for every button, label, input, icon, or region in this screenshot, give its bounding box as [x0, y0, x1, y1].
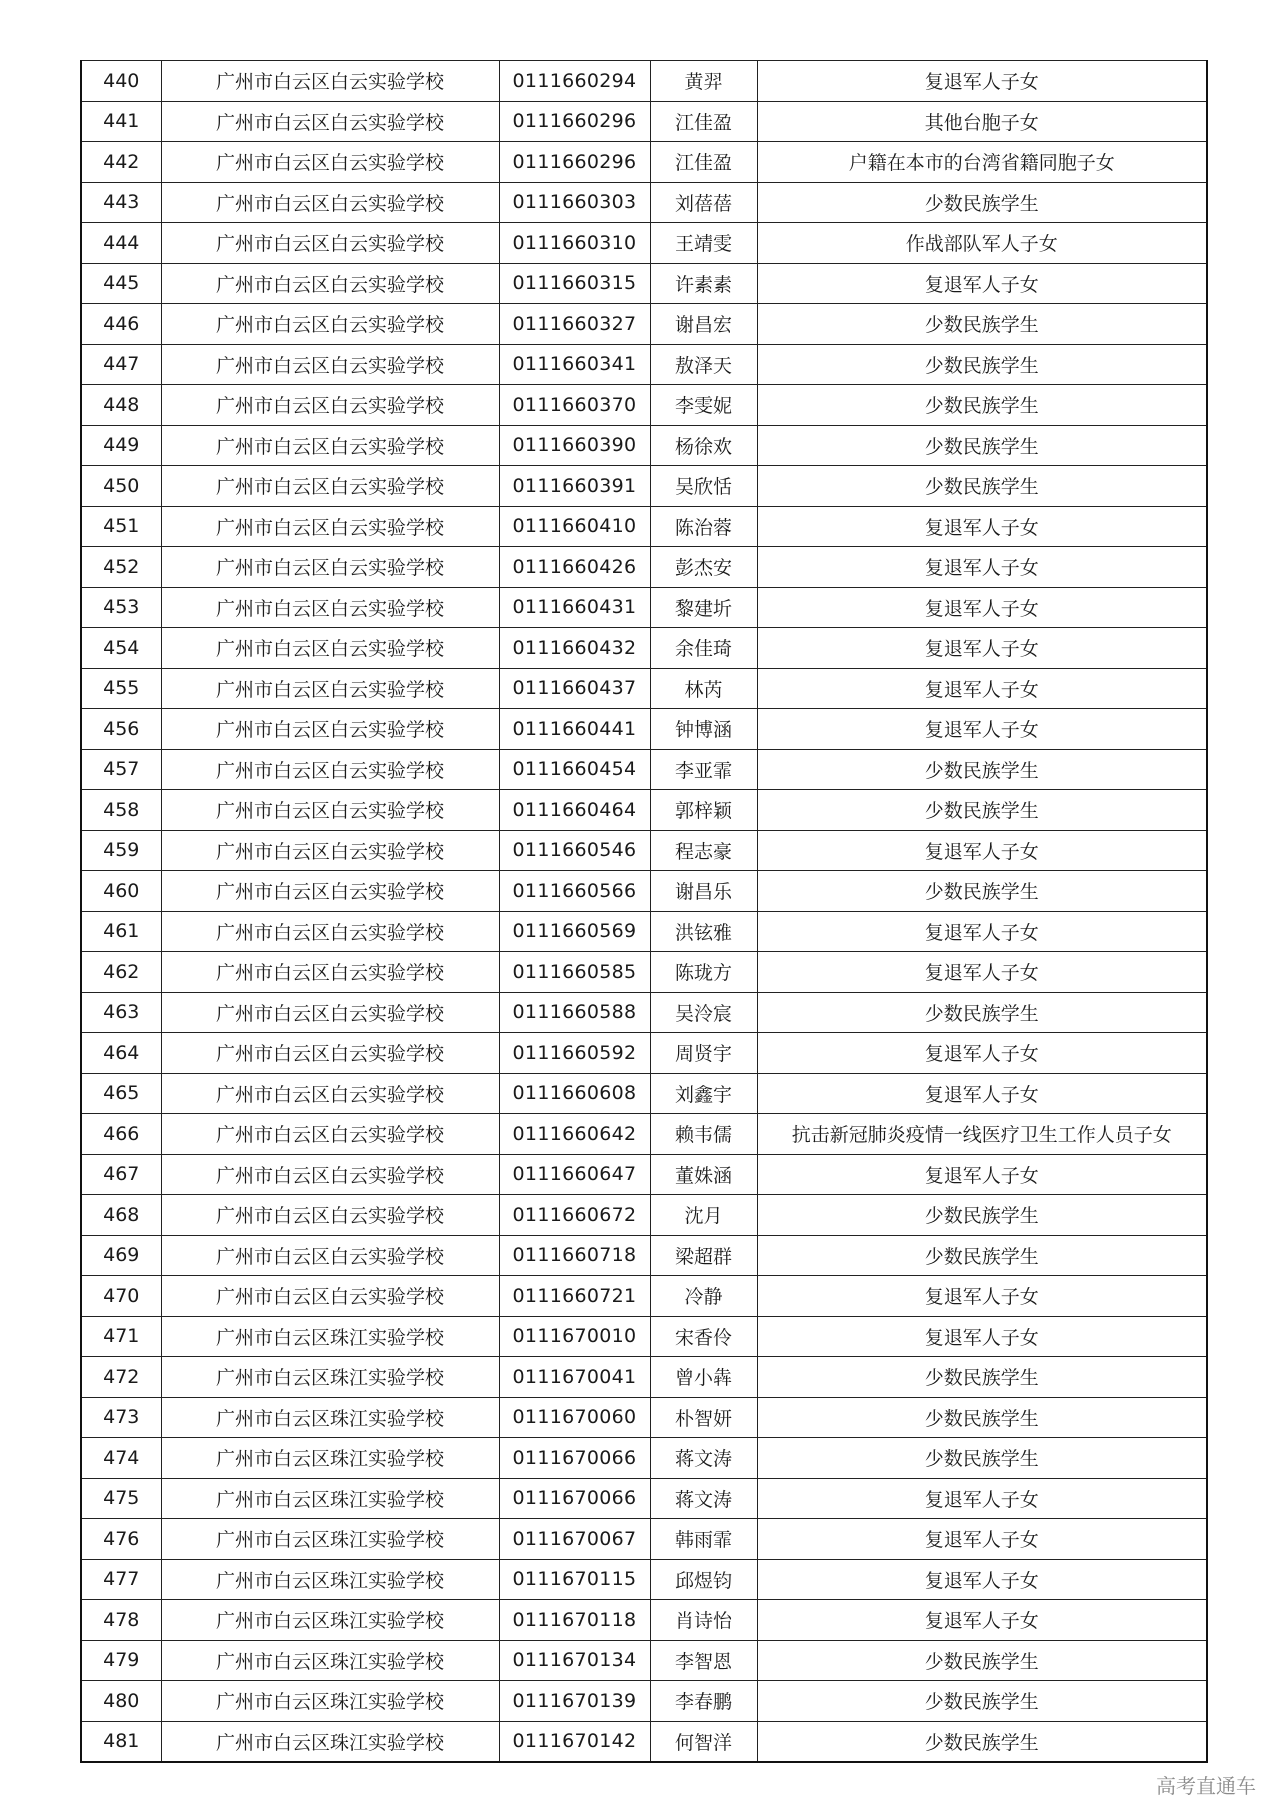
school-cell: 广州市白云区珠江实验学校 — [161, 1600, 499, 1641]
row-number-cell: 478 — [81, 1600, 161, 1641]
student-name-cell: 杨徐欢 — [650, 425, 757, 466]
category-cell: 复退军人子女 — [757, 1073, 1207, 1114]
table-row — [81, 1033, 1207, 1074]
table-row — [81, 1357, 1207, 1398]
school-cell: 广州市白云区白云实验学校 — [161, 142, 499, 183]
student-name-cell: 吴欣恬 — [650, 466, 757, 507]
student-id-cell: 0111670118 — [499, 1600, 650, 1641]
student-id-cell: 0111670067 — [499, 1519, 650, 1560]
student-name-cell: 周贤宇 — [650, 1033, 757, 1074]
row-number-cell: 450 — [81, 466, 161, 507]
school-cell: 广州市白云区白云实验学校 — [161, 587, 499, 628]
table-row — [81, 142, 1207, 183]
student-id-cell: 0111660464 — [499, 790, 650, 831]
table-row — [81, 911, 1207, 952]
student-id-cell: 0111660410 — [499, 506, 650, 547]
table-row — [81, 1640, 1207, 1681]
row-number-cell: 463 — [81, 992, 161, 1033]
table-row — [81, 1195, 1207, 1236]
student-id-cell: 0111660294 — [499, 61, 650, 102]
table-row — [81, 1073, 1207, 1114]
student-name-cell: 郭梓颖 — [650, 790, 757, 831]
student-name-cell: 江佳盈 — [650, 142, 757, 183]
category-cell: 户籍在本市的台湾省籍同胞子女 — [757, 142, 1207, 183]
student-id-cell: 0111660437 — [499, 668, 650, 709]
school-cell: 广州市白云区白云实验学校 — [161, 830, 499, 871]
school-cell: 广州市白云区白云实验学校 — [161, 1033, 499, 1074]
row-number-cell: 462 — [81, 952, 161, 993]
school-cell: 广州市白云区白云实验学校 — [161, 749, 499, 790]
table-row — [81, 344, 1207, 385]
category-cell: 复退军人子女 — [757, 1519, 1207, 1560]
table-row — [81, 628, 1207, 669]
row-number-cell: 454 — [81, 628, 161, 669]
table-row — [81, 1114, 1207, 1155]
school-cell: 广州市白云区珠江实验学校 — [161, 1640, 499, 1681]
category-cell: 复退军人子女 — [757, 1033, 1207, 1074]
student-id-cell: 0111660647 — [499, 1154, 650, 1195]
school-cell: 广州市白云区珠江实验学校 — [161, 1721, 499, 1762]
student-id-cell: 0111660608 — [499, 1073, 650, 1114]
student-id-cell: 0111670041 — [499, 1357, 650, 1398]
category-cell: 少数民族学生 — [757, 304, 1207, 345]
student-name-cell: 敖泽天 — [650, 344, 757, 385]
table-row — [81, 304, 1207, 345]
student-id-cell: 0111660296 — [499, 101, 650, 142]
student-name-cell: 蒋文涛 — [650, 1438, 757, 1479]
school-cell: 广州市白云区白云实验学校 — [161, 466, 499, 507]
table-row — [81, 709, 1207, 750]
row-number-cell: 470 — [81, 1276, 161, 1317]
row-number-cell: 468 — [81, 1195, 161, 1236]
category-cell: 其他台胞子女 — [757, 101, 1207, 142]
row-number-cell: 448 — [81, 385, 161, 426]
table-row — [81, 1559, 1207, 1600]
row-number-cell: 441 — [81, 101, 161, 142]
category-cell: 复退军人子女 — [757, 1559, 1207, 1600]
table-row — [81, 790, 1207, 831]
student-id-cell: 0111660431 — [499, 587, 650, 628]
row-number-cell: 453 — [81, 587, 161, 628]
row-number-cell: 440 — [81, 61, 161, 102]
student-name-cell: 林芮 — [650, 668, 757, 709]
student-name-cell: 董姝涵 — [650, 1154, 757, 1195]
category-cell: 少数民族学生 — [757, 466, 1207, 507]
category-cell: 复退军人子女 — [757, 1316, 1207, 1357]
table-row — [81, 1600, 1207, 1641]
table-row — [81, 1721, 1207, 1762]
school-cell: 广州市白云区白云实验学校 — [161, 547, 499, 588]
table-row — [81, 385, 1207, 426]
student-name-cell: 李春鹏 — [650, 1681, 757, 1722]
row-number-cell: 443 — [81, 182, 161, 223]
school-cell: 广州市白云区白云实验学校 — [161, 101, 499, 142]
table-row — [81, 1438, 1207, 1479]
category-cell: 抗击新冠肺炎疫情一线医疗卫生工作人员子女 — [757, 1114, 1207, 1155]
student-name-cell: 宋香伶 — [650, 1316, 757, 1357]
table-row — [81, 547, 1207, 588]
table-row — [81, 425, 1207, 466]
row-number-cell: 477 — [81, 1559, 161, 1600]
row-number-cell: 464 — [81, 1033, 161, 1074]
category-cell: 少数民族学生 — [757, 1681, 1207, 1722]
student-name-cell: 何智洋 — [650, 1721, 757, 1762]
student-name-cell: 梁超群 — [650, 1235, 757, 1276]
student-name-cell: 蒋文涛 — [650, 1478, 757, 1519]
table-row — [81, 871, 1207, 912]
row-number-cell: 460 — [81, 871, 161, 912]
category-cell: 复退军人子女 — [757, 1478, 1207, 1519]
student-id-cell: 0111660672 — [499, 1195, 650, 1236]
row-number-cell: 480 — [81, 1681, 161, 1722]
student-id-cell: 0111660426 — [499, 547, 650, 588]
school-cell: 广州市白云区珠江实验学校 — [161, 1519, 499, 1560]
student-id-cell: 0111660566 — [499, 871, 650, 912]
document-table-container — [80, 60, 1206, 1763]
table-row — [81, 182, 1207, 223]
category-cell: 复退军人子女 — [757, 1600, 1207, 1641]
row-number-cell: 452 — [81, 547, 161, 588]
category-cell: 复退军人子女 — [757, 830, 1207, 871]
student-id-cell: 0111670066 — [499, 1438, 650, 1479]
category-cell: 少数民族学生 — [757, 1235, 1207, 1276]
table-row — [81, 1519, 1207, 1560]
row-number-cell: 445 — [81, 263, 161, 304]
student-name-cell: 刘蓓蓓 — [650, 182, 757, 223]
school-cell: 广州市白云区珠江实验学校 — [161, 1397, 499, 1438]
category-cell: 复退军人子女 — [757, 668, 1207, 709]
school-cell: 广州市白云区白云实验学校 — [161, 1154, 499, 1195]
school-cell: 广州市白云区珠江实验学校 — [161, 1438, 499, 1479]
student-name-cell: 李亚霏 — [650, 749, 757, 790]
student-id-cell: 0111660441 — [499, 709, 650, 750]
student-name-cell: 江佳盈 — [650, 101, 757, 142]
school-cell: 广州市白云区白云实验学校 — [161, 911, 499, 952]
table-row — [81, 1397, 1207, 1438]
student-name-cell: 吴泠宸 — [650, 992, 757, 1033]
row-number-cell: 444 — [81, 223, 161, 264]
student-name-cell: 许素素 — [650, 263, 757, 304]
category-cell: 复退军人子女 — [757, 1154, 1207, 1195]
category-cell: 复退军人子女 — [757, 587, 1207, 628]
student-name-cell: 谢昌乐 — [650, 871, 757, 912]
school-cell: 广州市白云区白云实验学校 — [161, 223, 499, 264]
student-name-cell: 李雯妮 — [650, 385, 757, 426]
row-number-cell: 465 — [81, 1073, 161, 1114]
student-id-cell: 0111660391 — [499, 466, 650, 507]
student-id-cell: 0111660546 — [499, 830, 650, 871]
table-row — [81, 1478, 1207, 1519]
category-cell: 少数民族学生 — [757, 425, 1207, 466]
student-name-cell: 沈月 — [650, 1195, 757, 1236]
category-cell: 复退军人子女 — [757, 61, 1207, 102]
row-number-cell: 456 — [81, 709, 161, 750]
student-id-cell: 0111660310 — [499, 223, 650, 264]
category-cell: 作战部队军人子女 — [757, 223, 1207, 264]
category-cell: 复退军人子女 — [757, 911, 1207, 952]
category-cell: 复退军人子女 — [757, 263, 1207, 304]
admissions-list-table — [80, 60, 1208, 1763]
student-name-cell: 邱煜钧 — [650, 1559, 757, 1600]
school-cell: 广州市白云区白云实验学校 — [161, 992, 499, 1033]
student-id-cell: 0111660569 — [499, 911, 650, 952]
table-row — [81, 263, 1207, 304]
student-id-cell: 0111660718 — [499, 1235, 650, 1276]
school-cell: 广州市白云区白云实验学校 — [161, 871, 499, 912]
table-row — [81, 1681, 1207, 1722]
school-cell: 广州市白云区珠江实验学校 — [161, 1357, 499, 1398]
school-cell: 广州市白云区白云实验学校 — [161, 1276, 499, 1317]
table-row — [81, 1276, 1207, 1317]
student-name-cell: 洪铉雅 — [650, 911, 757, 952]
table-row — [81, 223, 1207, 264]
student-id-cell: 0111660370 — [499, 385, 650, 426]
school-cell: 广州市白云区白云实验学校 — [161, 709, 499, 750]
table-row — [81, 992, 1207, 1033]
table-row — [81, 506, 1207, 547]
school-cell: 广州市白云区白云实验学校 — [161, 1073, 499, 1114]
table-row — [81, 830, 1207, 871]
school-cell: 广州市白云区白云实验学校 — [161, 506, 499, 547]
student-id-cell: 0111670134 — [499, 1640, 650, 1681]
student-id-cell: 0111660721 — [499, 1276, 650, 1317]
student-id-cell: 0111670010 — [499, 1316, 650, 1357]
category-cell: 少数民族学生 — [757, 790, 1207, 831]
category-cell: 少数民族学生 — [757, 385, 1207, 426]
table-row — [81, 101, 1207, 142]
table-body — [81, 61, 1207, 1763]
category-cell: 少数民族学生 — [757, 871, 1207, 912]
row-number-cell: 476 — [81, 1519, 161, 1560]
student-id-cell: 0111660642 — [499, 1114, 650, 1155]
table-row — [81, 1316, 1207, 1357]
student-name-cell: 朴智妍 — [650, 1397, 757, 1438]
student-name-cell: 赖韦儒 — [650, 1114, 757, 1155]
category-cell: 少数民族学生 — [757, 344, 1207, 385]
category-cell: 少数民族学生 — [757, 182, 1207, 223]
table-row — [81, 749, 1207, 790]
school-cell: 广州市白云区白云实验学校 — [161, 344, 499, 385]
row-number-cell: 474 — [81, 1438, 161, 1479]
row-number-cell: 472 — [81, 1357, 161, 1398]
student-id-cell: 0111670142 — [499, 1721, 650, 1762]
row-number-cell: 467 — [81, 1154, 161, 1195]
student-name-cell: 韩雨霏 — [650, 1519, 757, 1560]
school-cell: 广州市白云区珠江实验学校 — [161, 1681, 499, 1722]
student-name-cell: 陈治蓉 — [650, 506, 757, 547]
student-name-cell: 陈珑方 — [650, 952, 757, 993]
student-id-cell: 0111670139 — [499, 1681, 650, 1722]
school-cell: 广州市白云区白云实验学校 — [161, 790, 499, 831]
category-cell: 复退军人子女 — [757, 506, 1207, 547]
category-cell: 少数民族学生 — [757, 1357, 1207, 1398]
student-id-cell: 0111660454 — [499, 749, 650, 790]
row-number-cell: 473 — [81, 1397, 161, 1438]
row-number-cell: 457 — [81, 749, 161, 790]
student-name-cell: 肖诗怡 — [650, 1600, 757, 1641]
row-number-cell: 458 — [81, 790, 161, 831]
student-name-cell: 程志豪 — [650, 830, 757, 871]
student-id-cell: 0111660327 — [499, 304, 650, 345]
category-cell: 少数民族学生 — [757, 749, 1207, 790]
school-cell: 广州市白云区白云实验学校 — [161, 1235, 499, 1276]
student-name-cell: 冷静 — [650, 1276, 757, 1317]
row-number-cell: 461 — [81, 911, 161, 952]
school-cell: 广州市白云区白云实验学校 — [161, 304, 499, 345]
student-id-cell: 0111660296 — [499, 142, 650, 183]
row-number-cell: 466 — [81, 1114, 161, 1155]
student-id-cell: 0111660588 — [499, 992, 650, 1033]
student-id-cell: 0111660592 — [499, 1033, 650, 1074]
table-row — [81, 668, 1207, 709]
student-name-cell: 谢昌宏 — [650, 304, 757, 345]
category-cell: 少数民族学生 — [757, 1438, 1207, 1479]
category-cell: 复退军人子女 — [757, 952, 1207, 993]
row-number-cell: 479 — [81, 1640, 161, 1681]
school-cell: 广州市白云区白云实验学校 — [161, 263, 499, 304]
student-name-cell: 钟博涵 — [650, 709, 757, 750]
school-cell: 广州市白云区白云实验学校 — [161, 61, 499, 102]
school-cell: 广州市白云区珠江实验学校 — [161, 1316, 499, 1357]
student-id-cell: 0111660390 — [499, 425, 650, 466]
category-cell: 少数民族学生 — [757, 992, 1207, 1033]
school-cell: 广州市白云区珠江实验学校 — [161, 1478, 499, 1519]
student-name-cell: 彭杰安 — [650, 547, 757, 588]
school-cell: 广州市白云区白云实验学校 — [161, 385, 499, 426]
school-cell: 广州市白云区珠江实验学校 — [161, 1559, 499, 1600]
category-cell: 少数民族学生 — [757, 1195, 1207, 1236]
school-cell: 广州市白云区白云实验学校 — [161, 952, 499, 993]
category-cell: 少数民族学生 — [757, 1721, 1207, 1762]
school-cell: 广州市白云区白云实验学校 — [161, 628, 499, 669]
school-cell: 广州市白云区白云实验学校 — [161, 668, 499, 709]
school-cell: 广州市白云区白云实验学校 — [161, 1195, 499, 1236]
school-cell: 广州市白云区白云实验学校 — [161, 182, 499, 223]
category-cell: 少数民族学生 — [757, 1640, 1207, 1681]
row-number-cell: 449 — [81, 425, 161, 466]
student-id-cell: 0111660432 — [499, 628, 650, 669]
watermark-text: 高考直通车 — [1156, 1774, 1256, 1798]
student-id-cell: 0111660303 — [499, 182, 650, 223]
row-number-cell: 475 — [81, 1478, 161, 1519]
table-row — [81, 466, 1207, 507]
category-cell: 复退军人子女 — [757, 547, 1207, 588]
school-cell: 广州市白云区白云实验学校 — [161, 1114, 499, 1155]
table-row — [81, 952, 1207, 993]
row-number-cell: 451 — [81, 506, 161, 547]
table-row — [81, 587, 1207, 628]
student-name-cell: 黎建圻 — [650, 587, 757, 628]
table-row — [81, 1154, 1207, 1195]
row-number-cell: 459 — [81, 830, 161, 871]
school-cell: 广州市白云区白云实验学校 — [161, 425, 499, 466]
row-number-cell: 447 — [81, 344, 161, 385]
student-id-cell: 0111660315 — [499, 263, 650, 304]
student-name-cell: 王靖雯 — [650, 223, 757, 264]
category-cell: 少数民族学生 — [757, 1397, 1207, 1438]
table-row — [81, 61, 1207, 102]
student-name-cell: 刘鑫宇 — [650, 1073, 757, 1114]
row-number-cell: 469 — [81, 1235, 161, 1276]
student-id-cell: 0111670066 — [499, 1478, 650, 1519]
category-cell: 复退军人子女 — [757, 709, 1207, 750]
student-id-cell: 0111670115 — [499, 1559, 650, 1600]
row-number-cell: 455 — [81, 668, 161, 709]
student-name-cell: 余佳琦 — [650, 628, 757, 669]
row-number-cell: 471 — [81, 1316, 161, 1357]
table-row — [81, 1235, 1207, 1276]
student-id-cell: 0111660341 — [499, 344, 650, 385]
row-number-cell: 481 — [81, 1721, 161, 1762]
category-cell: 复退军人子女 — [757, 1276, 1207, 1317]
student-name-cell: 李智恩 — [650, 1640, 757, 1681]
row-number-cell: 442 — [81, 142, 161, 183]
student-id-cell: 0111670060 — [499, 1397, 650, 1438]
row-number-cell: 446 — [81, 304, 161, 345]
student-id-cell: 0111660585 — [499, 952, 650, 993]
student-name-cell: 曾小犇 — [650, 1357, 757, 1398]
student-name-cell: 黄羿 — [650, 61, 757, 102]
category-cell: 复退军人子女 — [757, 628, 1207, 669]
